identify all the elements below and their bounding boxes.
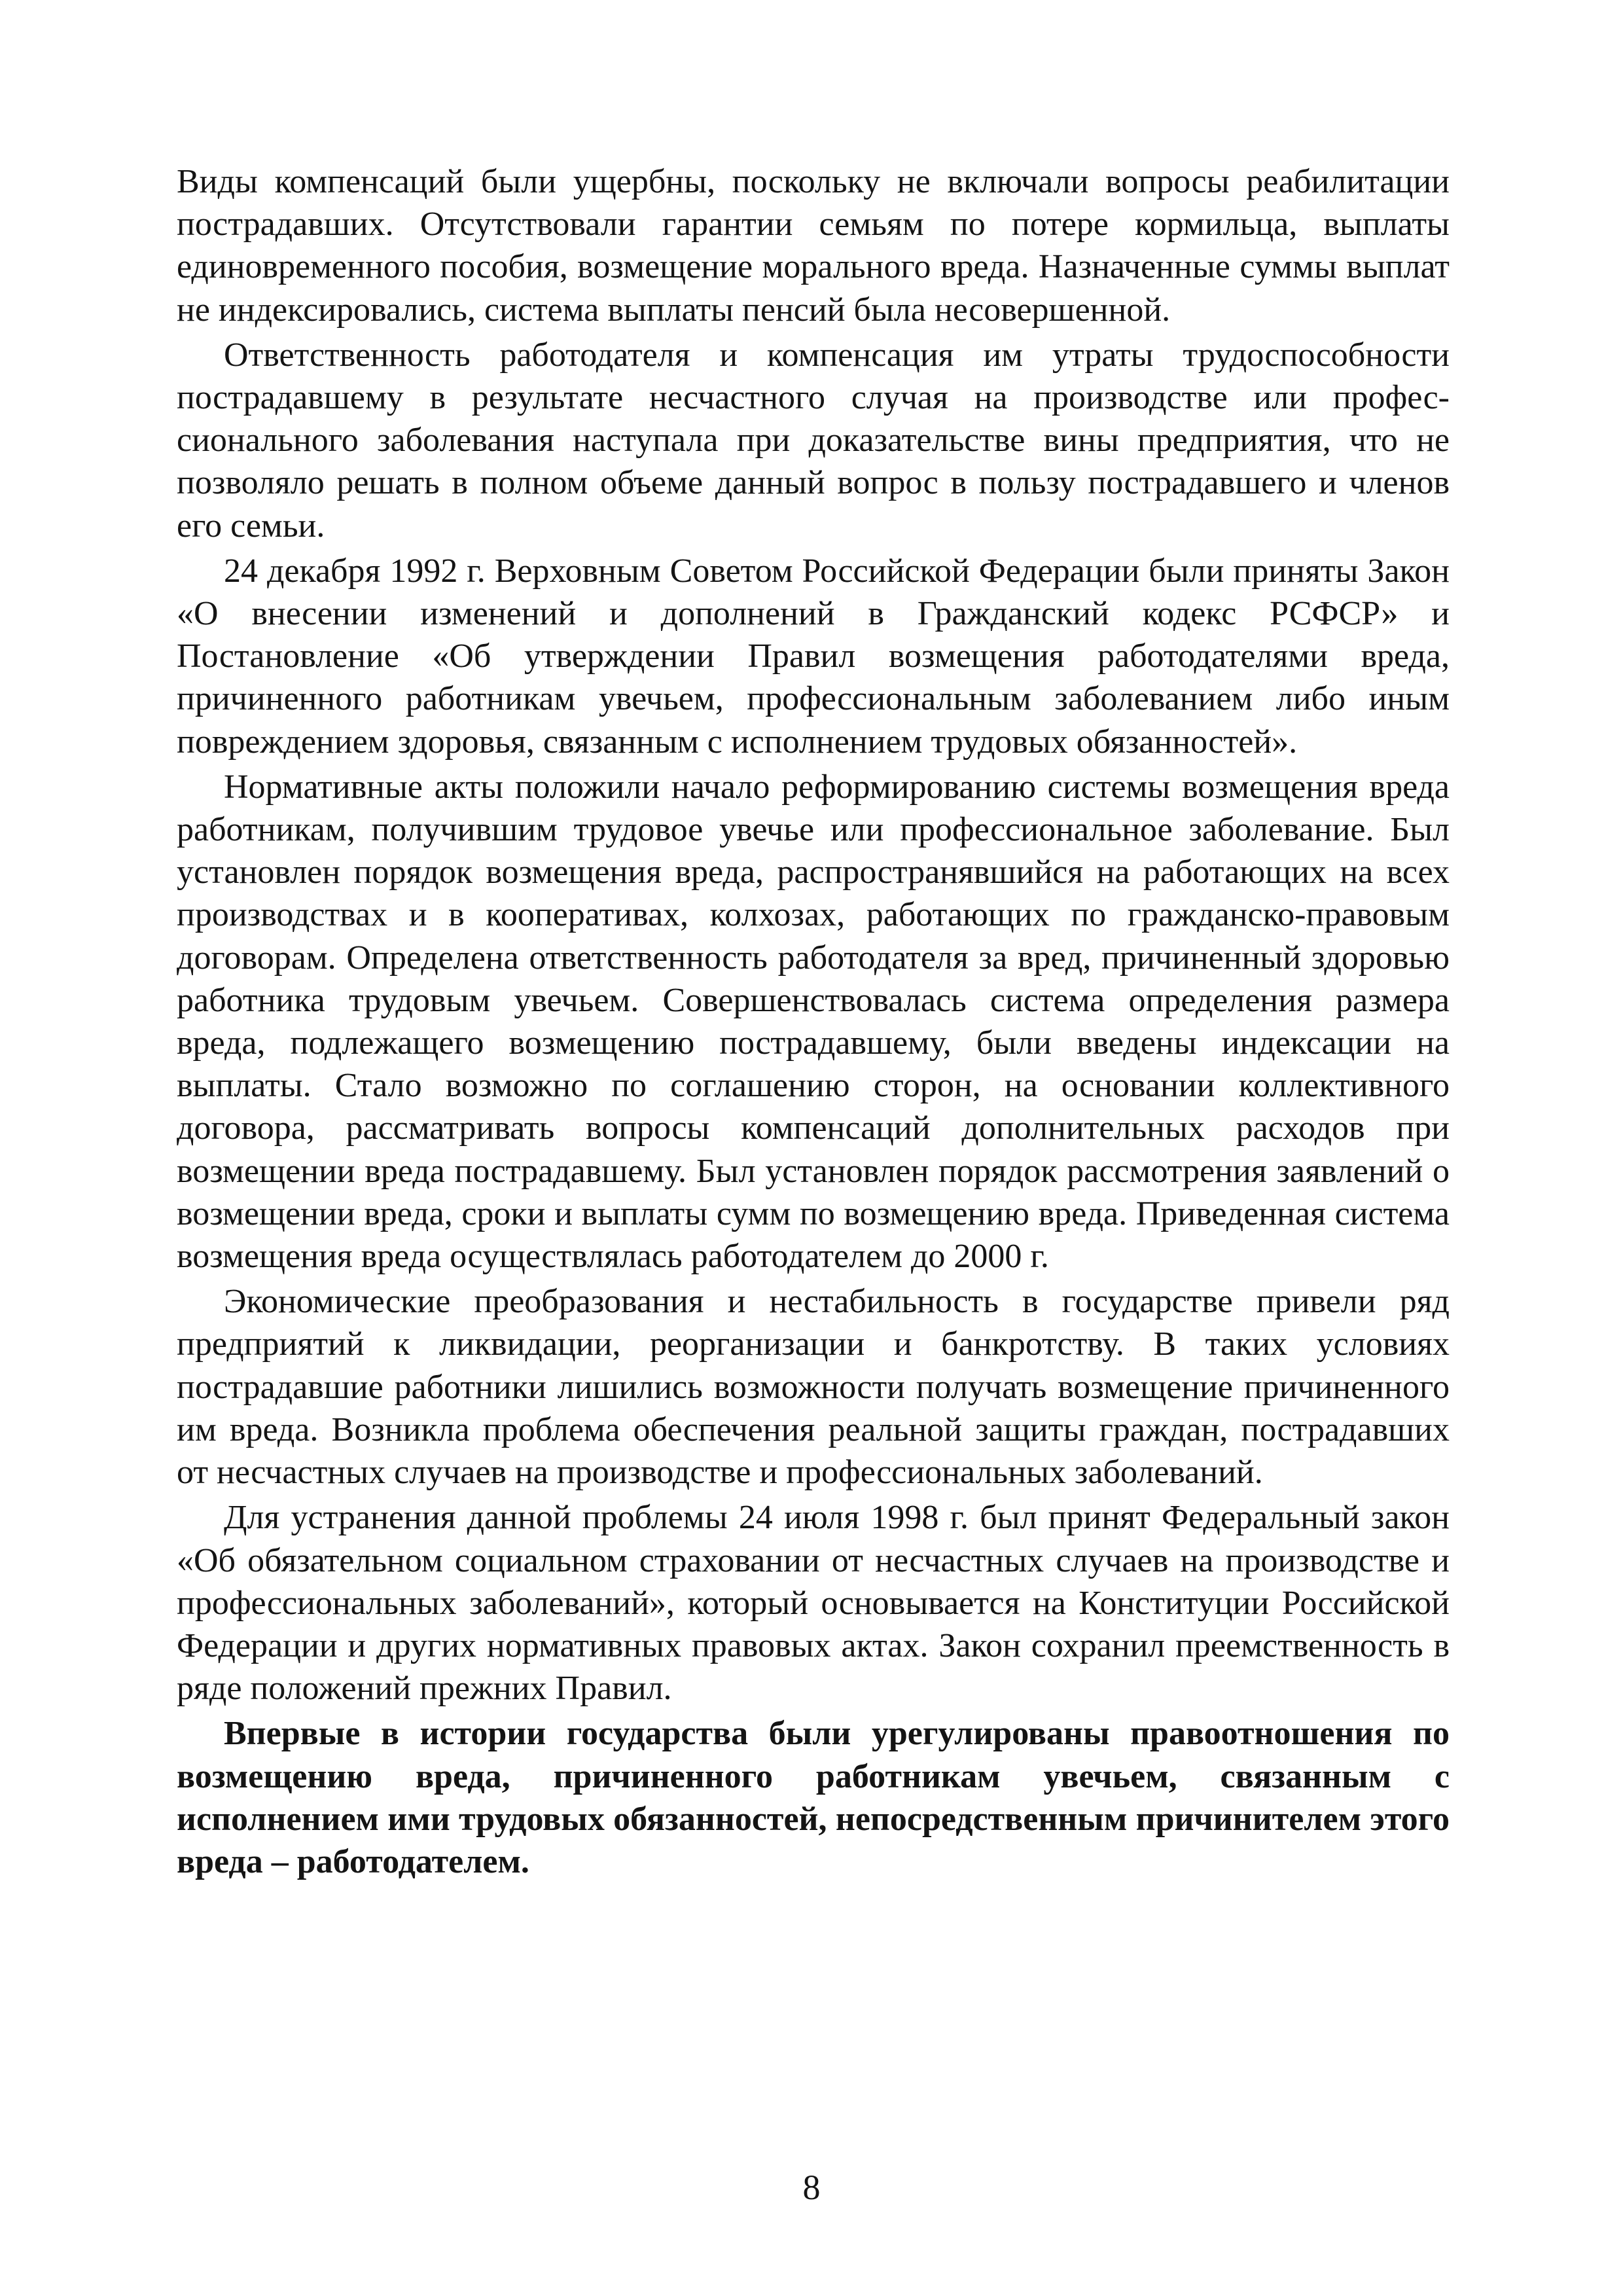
- paragraph-employer-liability: Ответственность работодателя и компенсация им утраты трудоспособности пострадавшему в результате несчастного случая на производстве или профессионального заболевания наступала при доказательстве вины предприятия, что не позволяло решать в полном объеме данный вопрос в пользу пострадавшего и членов его семьи.: [177, 336, 1450, 545]
- paragraph-1998-federal-law: Для устранения данной проблемы 24 июля 1998 г. был принят Федеральный закон «Об обязательном социальном страховании от несчастных случаев на производстве и профессиональных заболеваний», который основывается на Конституции Российской Федерации и других нормативных правовых актах. Закон сохранил преемственность в ряде положений прежних Правил.: [177, 1499, 1450, 1708]
- paragraph-economic-transformations: Экономические преобразования и нестабильность в государстве привели ряд предприятий к ликвидации, реорганизации и банкротству. В таких условиях пострадавшие работники лишились возможности получать возмещение причиненного им вреда. Возникла проблема обеспечения реальной защиты граждан, пострадавших от несчастных случаев на производстве и профессиональных заболеваний.: [177, 1283, 1450, 1492]
- body-text: [177, 160, 1450, 1886]
- paragraph-1992-law: 24 декабря 1992 г. Верховным Советом Российской Федерации были приняты Закон «О внесении изменений и дополнений в Гражданский кодекс РСФСР» и Постановление «Об утверждении Правил возмещения работодателями вреда, причиненного работникам увечьем, профессиональным заболеванием либо иным повреждением здоровья, связанным с исполнением трудовых обязанностей».: [177, 552, 1450, 761]
- paragraph-compensation-deficiencies: Виды компенсаций были ущербны, поскольку не включали вопросы реабилитации пострадавших. Отсутствовали гарантии семьям по потере кормильца, выплаты единовременного пособия, возмещение морального вреда. Назначенные суммы выплат не индексировались, система выплаты пенсий была несовершенной.: [177, 163, 1450, 329]
- page-number: 8: [802, 2168, 821, 2207]
- paragraph-bold-conclusion: Впервые в истории государства были урегулированы правоотношения по возмещению вреда, причиненного работникам увечьем, связанным с исполнением ими трудовых обязанностей, непосредственным причинителем этого вреда – работодателем.: [177, 1715, 1450, 1880]
- paragraph-normative-acts: Нормативные акты положили начало реформированию системы возмещения вреда работникам, получившим трудовое увечье или профессиональное заболевание. Был установлен порядок возмещения вреда, распространявшийся на работающих на всех производствах и в кооперативах, колхозах, работающих по гражданско-правовым договорам. Определена ответственность работодателя за вред, причиненный здоровью работника трудовым увечьем. Совершенствовалась система определения размера вреда, подлежащего возмещению пострадавшему, были введены индексации на выплаты. Стало возможно по соглашению сторон, на основании коллективного договора, рассматривать вопросы компенсаций дополнительных расходов при возмещении вреда пострадавшему. Был установлен порядок рассмотрения заявлений о возмещении вреда, сроки и выплаты сумм по возмещению вреда. Приведенная система возмещения вреда осуществлялась работодателем до 2000 г.: [177, 768, 1450, 1276]
